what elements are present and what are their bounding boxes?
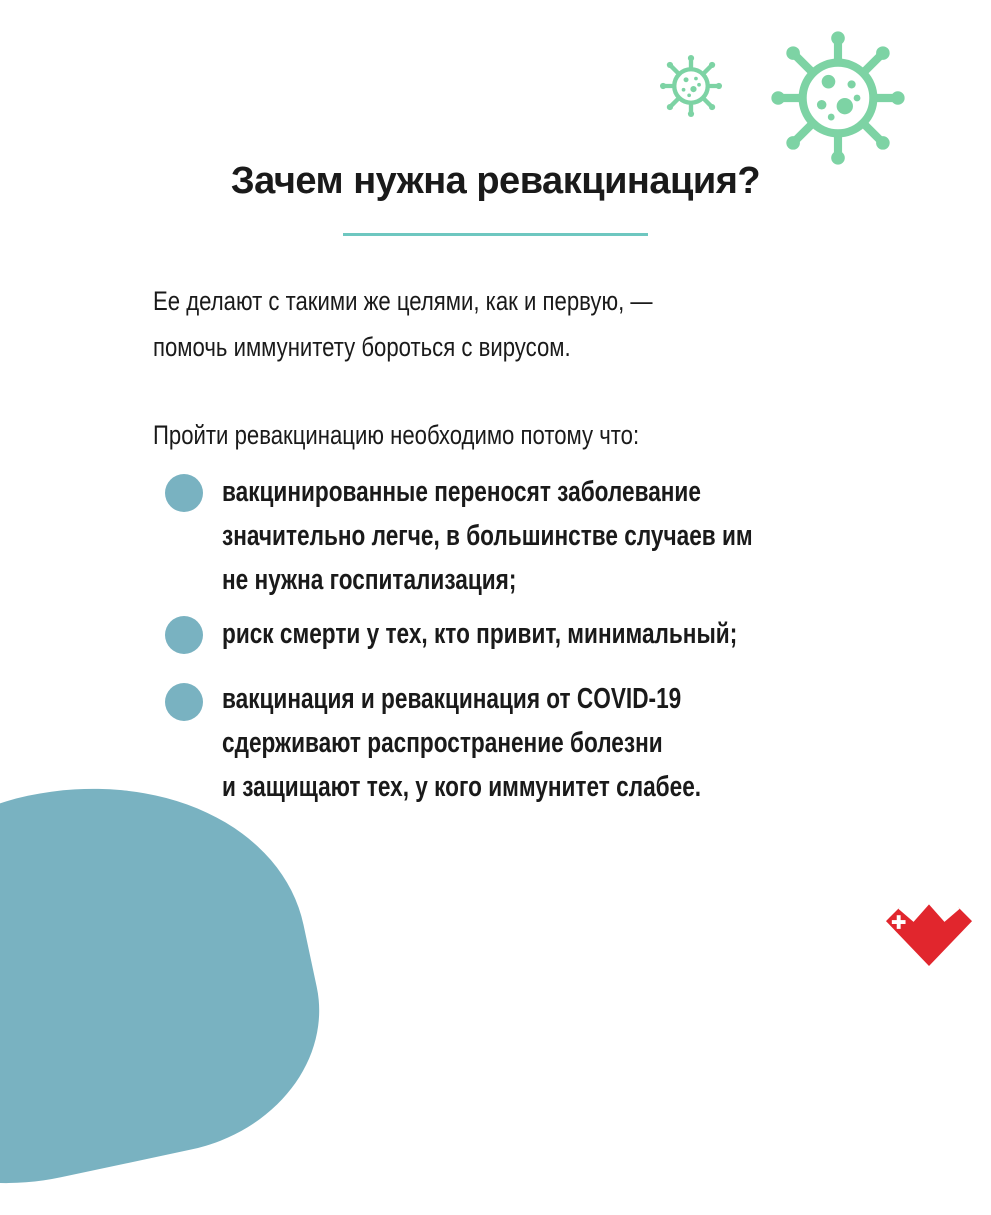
list-lead-text: Пройти ревакцинацию необходимо потому что: [153, 420, 640, 450]
bullet-text [222, 470, 846, 602]
virus-icon-small [660, 55, 722, 117]
decorative-blob [0, 745, 344, 1214]
bullet-dot-icon [165, 616, 203, 654]
intro-line: Ее делают с такими же целями, как и первую, — [153, 286, 653, 316]
bullet-line: и защищают тех, у кого иммунитет слабее. [222, 771, 702, 803]
intro-paragraph [153, 278, 776, 370]
bullet-dot-icon [165, 683, 203, 721]
intro-line: помочь иммунитету бороться с вирусом. [153, 332, 571, 362]
bullet-line: риск смерти у тех, кто привит, минимальный; [222, 618, 738, 650]
bullet-line: не нужна госпитализация; [222, 564, 517, 596]
bullet-text [222, 677, 846, 809]
bullet-line: значительно легче, в большинстве случаев им [222, 520, 753, 552]
page-title: Зачем нужна ревакцинация? [230, 160, 761, 202]
medical-heart-logo-icon [880, 880, 978, 968]
bullet-line: вакцинация и ревакцинация от COVID-19 [222, 683, 682, 715]
bullet-dot-icon [165, 474, 203, 512]
virus-icon-large [770, 30, 906, 166]
bullet-line: сдерживают распространение болезни [222, 727, 663, 759]
title-divider [343, 233, 648, 236]
bullet-line: вакцинированные переносят заболевание [222, 476, 701, 508]
bullet-text [222, 612, 846, 656]
